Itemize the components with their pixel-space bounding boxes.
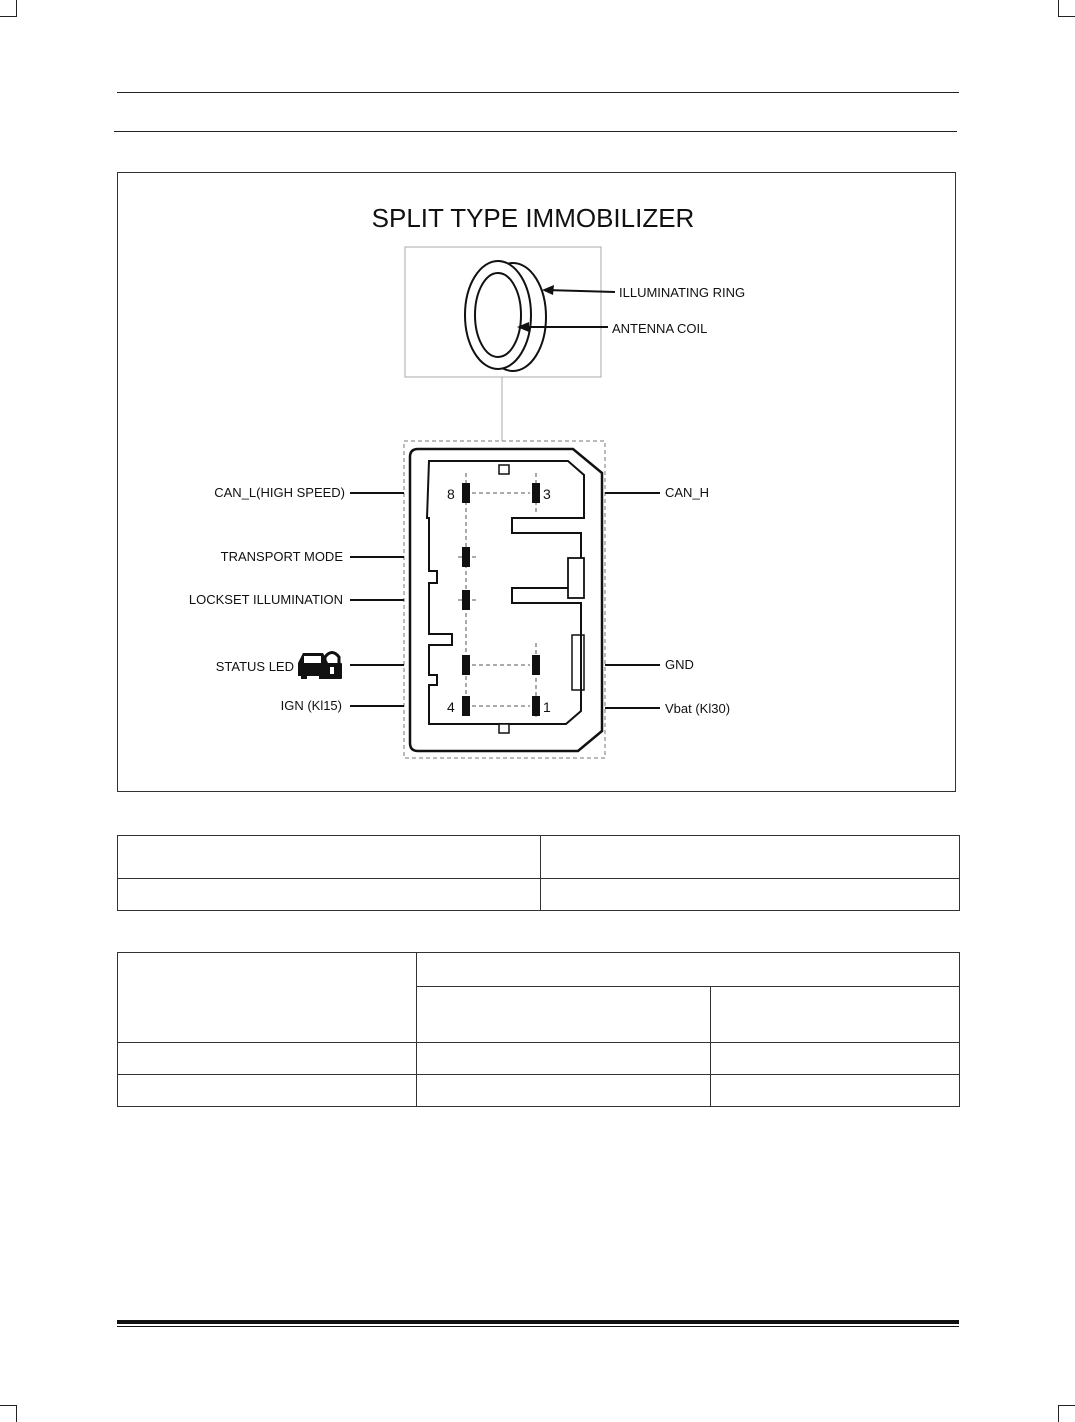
table-one-cell [118,836,541,879]
header-rule-top [117,92,959,93]
crop-mark-bottom-left [0,1405,17,1422]
table-two-cell [417,953,960,987]
car-lock-icon [298,653,342,680]
table-one-cell [541,879,960,911]
pin-number-1: 1 [543,699,551,715]
illuminating-ring [465,261,546,371]
table-one-cell [541,836,960,879]
header-rule-bottom [114,131,957,132]
pin-label-status-led: STATUS LED [215,659,294,674]
table-two-cell [118,1043,417,1075]
pin-label-vbat: Vbat (Kl30) [665,701,731,716]
crop-mark-bottom-right [1058,1405,1075,1422]
table-one [117,835,960,911]
diagram-title: SPLIT TYPE IMMOBILIZER [371,203,695,233]
pin-number-8: 8 [447,486,455,502]
pin-label-ign: IGN (Kl15) [280,698,342,713]
table-two [117,952,960,1107]
antenna-coil-label: ANTENNA COIL [612,321,708,336]
pin-number-4: 4 [447,699,455,715]
immobilizer-diagram [118,173,957,793]
table-two-cell [711,1043,960,1075]
crop-mark-top-right [1058,0,1075,17]
table-two-cell [118,1075,417,1107]
table-one-cell [118,879,541,911]
footer-rule-thick [117,1320,959,1324]
footer-rule-thin [117,1326,959,1327]
table-two-cell [417,987,711,1043]
table-two-cell [118,953,417,1043]
table-two-cell [417,1075,711,1107]
figure-frame [117,172,956,792]
pin-label-lockset-illumination: LOCKSET ILLUMINATION [188,592,343,607]
connector-housing [404,441,605,758]
table-two-cell [711,987,960,1043]
pin-label-can-h: CAN_H [665,485,710,500]
table-two-cell [417,1043,711,1075]
pin-label-can-l: CAN_L(HIGH SPEED) [214,485,345,500]
pin-label-transport-mode: TRANSPORT MODE [220,549,343,564]
crop-mark-top-left [0,0,17,17]
illuminating-ring-label: ILLUMINATING RING [619,285,746,300]
pin-number-3: 3 [543,486,551,502]
pin-label-gnd: GND [665,657,694,672]
table-two-cell [711,1075,960,1107]
